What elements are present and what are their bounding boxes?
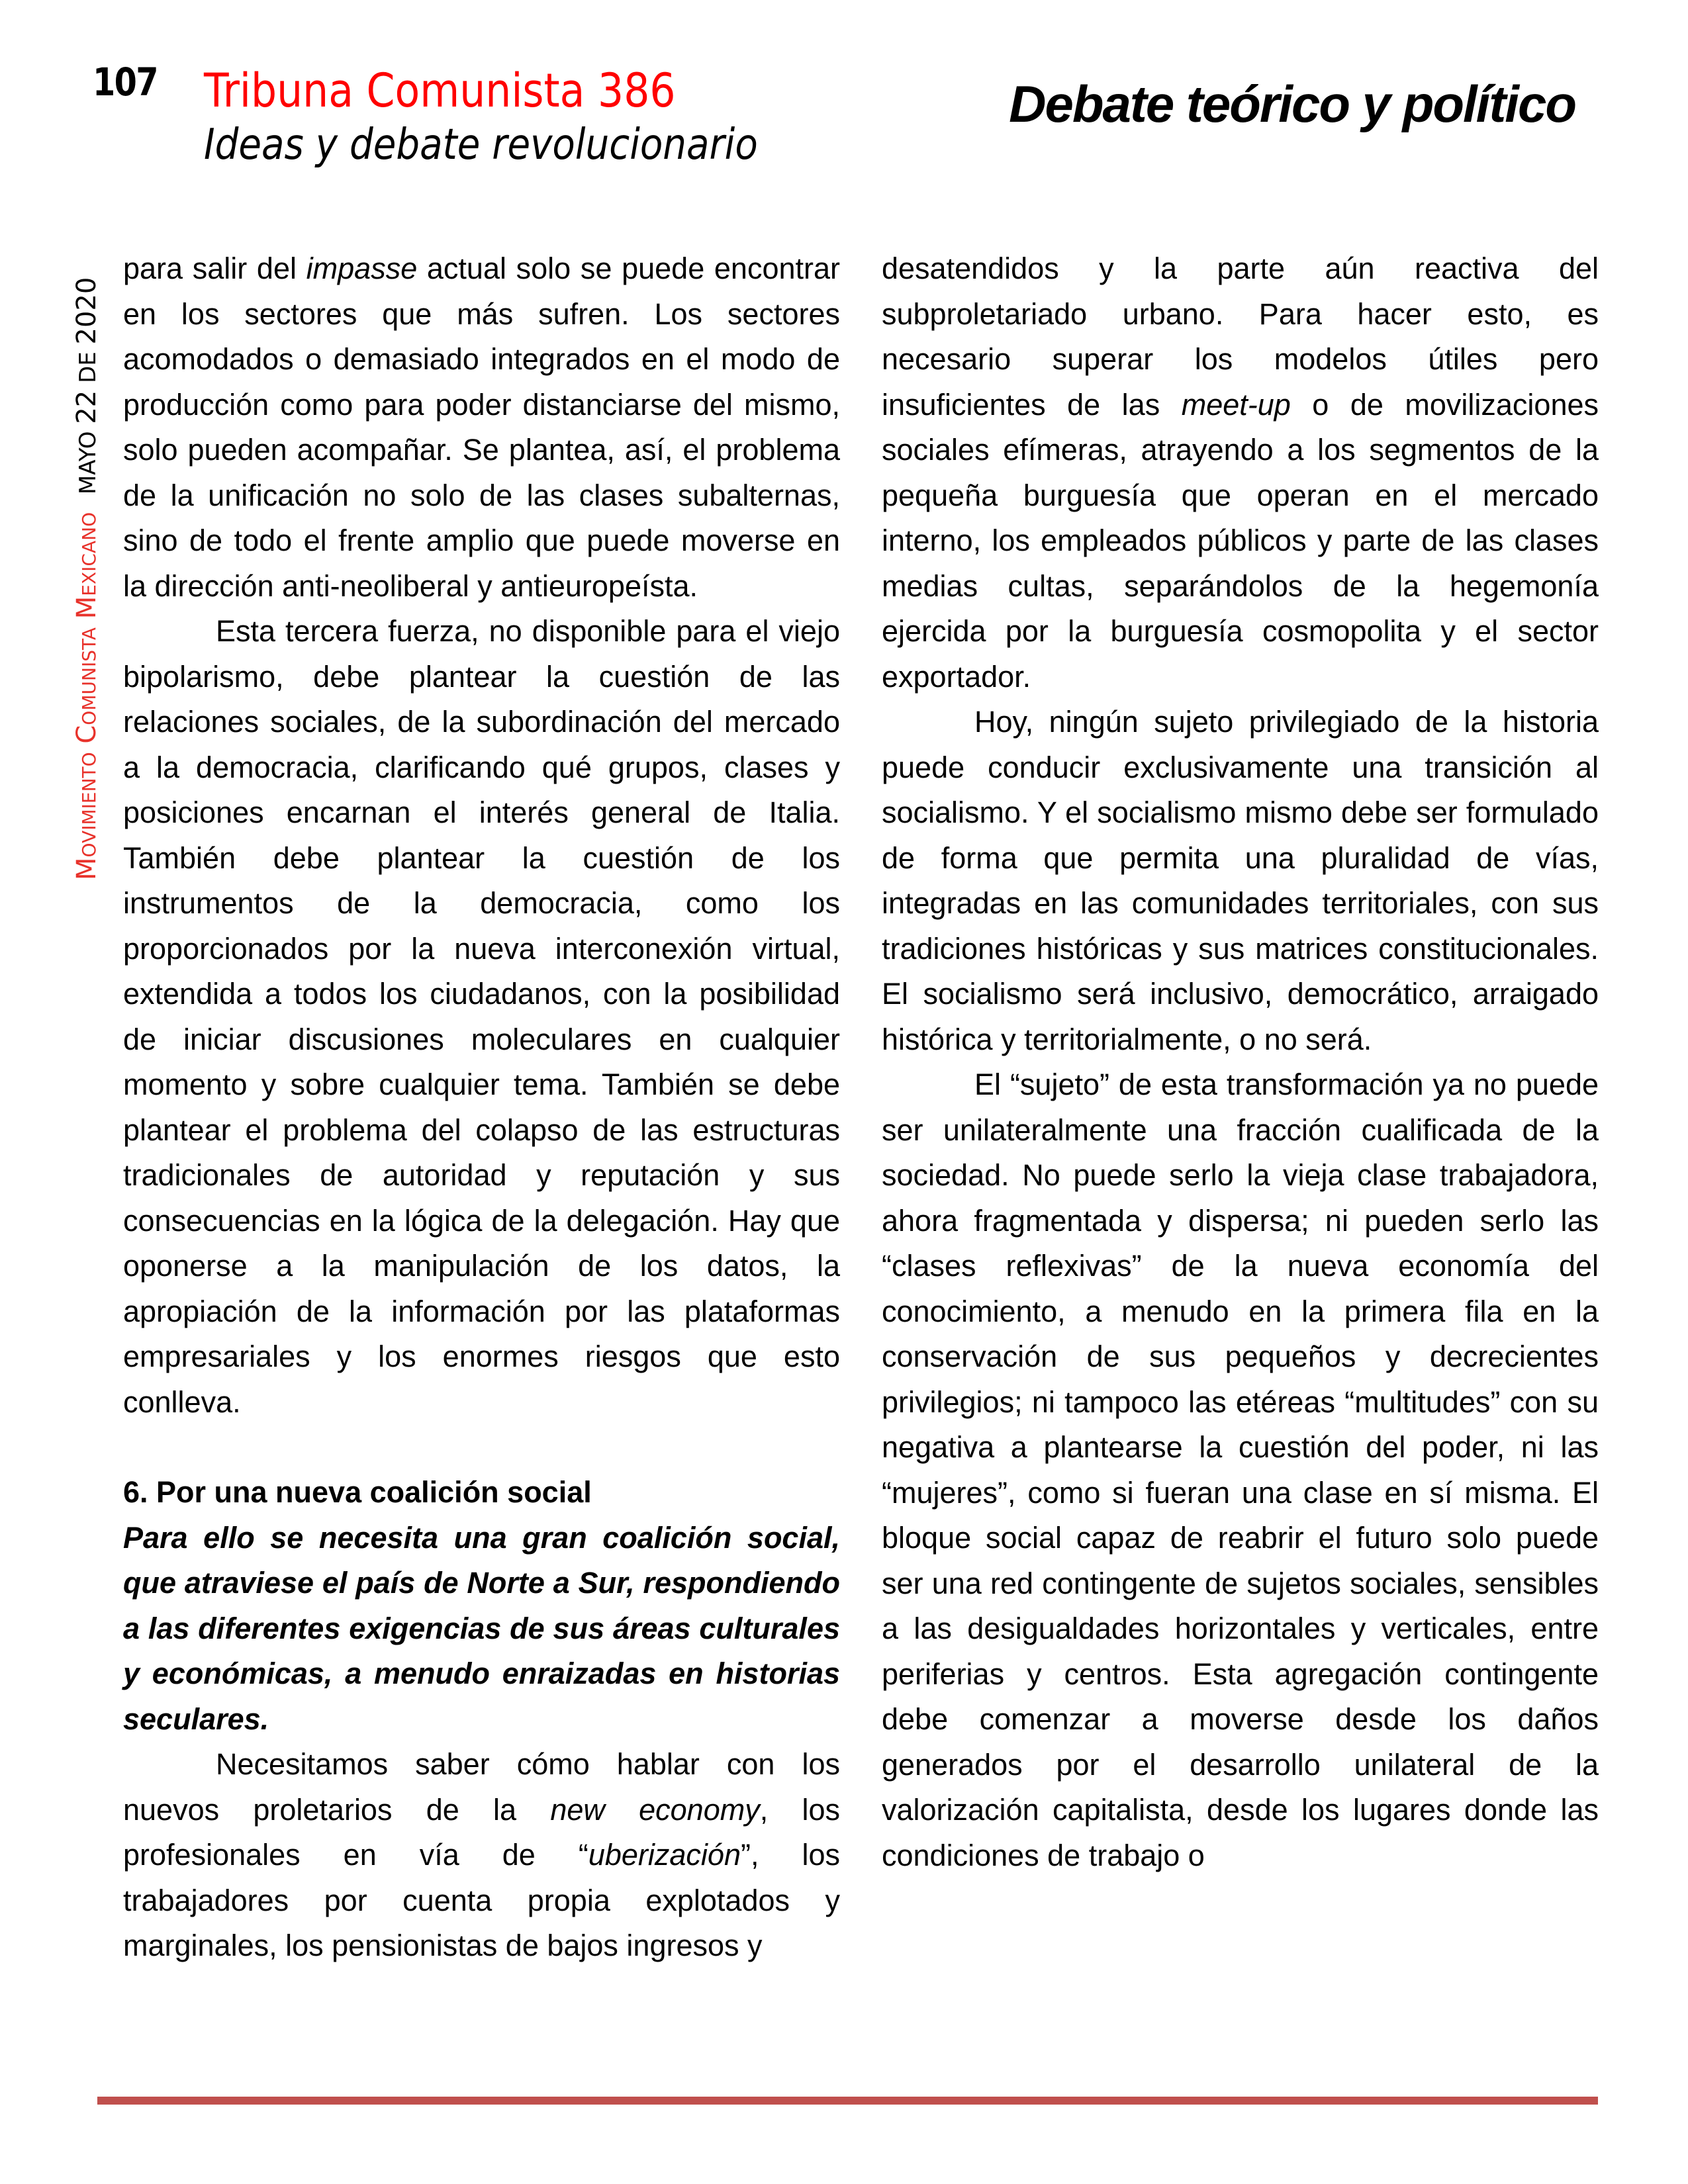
side-organization: Movimiento Comunista Mexicano xyxy=(71,512,102,880)
paragraph xyxy=(123,1742,840,1969)
page-number: 107 xyxy=(93,60,158,105)
footer-rule xyxy=(97,2097,1598,2105)
italic-term: uberización xyxy=(588,1838,741,1872)
side-date-month: MAYO xyxy=(75,431,101,495)
side-date-de: DE xyxy=(75,351,101,383)
paragraph: El “sujeto” de esta transformación ya no puede ser unilateralmente una fracción cualificada de la sociedad. No puede serlo la vieja clase trabajadora, ahora fragmentada y dispersa; ni pueden serlo las “clases reflexivas” de la nueva economía del conocimiento, a menudo en la primera fila en la conservación de sus pequeños y decrecientes privilegios; ni tampoco las etéreas “multitudes” con su negativa a plantearse la cuestión del poder, ni las “mujeres”, como si fueran una clase en sí misma. El bloque social capaz de reabrir el futuro solo puede ser una red contingente de sujetos sociales, sensibles a las desigualdades horizontales y verticales, entre periferias y centros. Esta agregación contingente debe comenzar a moverse desde los daños generados por el desarrollo unilateral de la valorización capitalista, desde los lugares donde las condiciones de trabajo o xyxy=(882,1068,1599,1872)
side-date-day: 22 xyxy=(71,390,102,424)
text: o de movilizaciones sociales efímeras, atrayendo a los segmentos de la pequeña burguesía que operan en el mercado interno, los empleados públicos y parte de las clases medias cultas, separándolos de la hegemonía ejercida por la burguesía cosmopolita y el sector exportador. xyxy=(882,387,1599,694)
right-column xyxy=(882,246,1599,1878)
side-label xyxy=(71,277,102,880)
text: ”, los trabajadores por cuenta propia explotados y marginales, los pensionistas de bajos ingresos y xyxy=(123,1838,841,1962)
side-date-year: 2020 xyxy=(71,277,102,345)
text: desatendidos y la parte aún reactiva del subproletariado urbano. Para hacer esto, es necesario superar los modelos útiles pero insuficientes de las xyxy=(882,251,1599,422)
text: , los profesionales en vía de “ xyxy=(123,1792,840,1872)
text: Necesitamos saber cómo hablar con los nuevos proletarios de la xyxy=(123,1747,840,1827)
paragraph: Esta tercera fuerza, no disponible para el viejo bipolarismo, debe plantear la cuestión de las relaciones sociales, de la subordinación del mercado a la democracia, clarificando qué grupos, clases y posiciones encarnan el interés general de Italia. También debe plantear la cuestión de los instrumentos de la democracia, como los proporcionados por la nueva interconexión virtual, extendida a todos los ciudadanos, con la posibilidad de iniciar discusiones moleculares en cualquier momento y sobre cualquier tema. También se debe plantear el problema del colapso de las estructuras tradicionales de autoridad y reputación y sus consecuencias en la lógica de la delegación. Hay que oponerse a la manipulación de los datos, la apropiación de la información por las plataformas empresariales y los enormes riesgos que esto conlleva. xyxy=(123,614,840,1419)
lead-paragraph: Para ello se necesita una gran coalición social, que atraviese el país de Norte a Sur, respondiendo a las diferentes exigencias de sus áreas culturales y económicas, a menudo enraizadas en historias seculares. xyxy=(123,1520,840,1736)
italic-term: new economy xyxy=(550,1792,760,1827)
text: para salir del xyxy=(123,251,306,285)
text: actual solo se puede encontrar en los sectores que más sufren. Los sectores acomodados o demasiado integrados en el modo de producción como para poder distanciarse del mismo, solo pueden acompañar. Se plantea, así, el problema de la unificación no solo de las clases subalternas, sino de todo el frente amplio que puede moverse en la dirección anti-neoliberal y antieuropeísta. xyxy=(123,251,840,603)
paragraph xyxy=(123,246,840,609)
italic-term: meet-up xyxy=(1181,387,1291,422)
italic-term: impasse xyxy=(306,251,418,285)
section-title: Debate teórico y político xyxy=(1009,75,1575,133)
paragraph xyxy=(882,246,1599,700)
magazine-title: Tribuna Comunista 386 xyxy=(204,64,676,118)
paragraph: Hoy, ningún sujeto privilegiado de la historia puede conducir exclusivamente una transición al socialismo. Y el socialismo mismo debe ser formulado de forma que permita una pluralidad de vías, integradas en las comunidades territoriales, con sus tradiciones históricas y sus matrices constitucionales. El socialismo será inclusivo, democrático, arraigado histórica y territorialmente, o no será. xyxy=(882,705,1599,1056)
section-heading: 6. Por una nueva coalición social xyxy=(123,1475,592,1509)
magazine-subtitle: Ideas y debate revolucionario xyxy=(204,120,758,169)
side-date xyxy=(71,277,102,495)
left-column xyxy=(123,246,840,1969)
